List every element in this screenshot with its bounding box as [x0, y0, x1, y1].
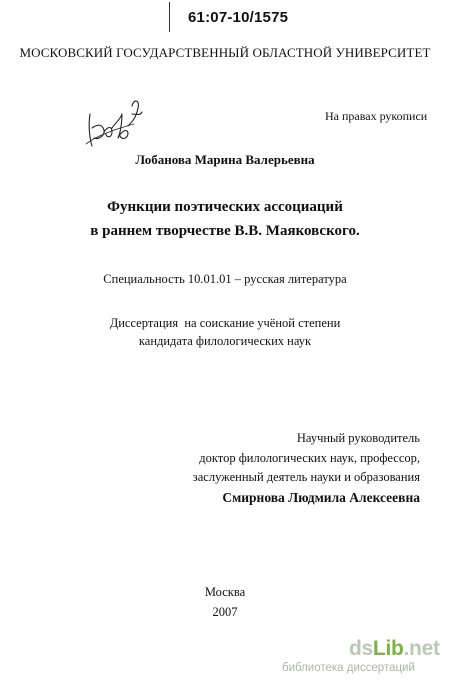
- supervisor-honor: заслуженный деятель науки и образования: [192, 470, 420, 484]
- dissertation-purpose-line-1: Диссертация на соискание учёной степени: [109, 316, 341, 330]
- margin-rule: [169, 2, 170, 32]
- watermark-tagline: библиотека диссертаций: [282, 662, 415, 674]
- watermark-prefix: ds: [349, 637, 373, 660]
- author-name: Лобанова Марина Валерьевна: [135, 152, 315, 167]
- supervisor-name: Смирнова Людмила Алексеевна: [222, 490, 420, 505]
- supervisor-degree: доктор филологических наук, профессор,: [199, 451, 420, 465]
- year: 2007: [212, 605, 238, 619]
- rights-note: На правах рукописи: [325, 109, 428, 123]
- dissertation-purpose-line-2: кандидата филологических наук: [138, 334, 312, 348]
- specialty: Специальность 10.01.01 – русская литература: [103, 272, 347, 286]
- watermark-suffix: .net: [403, 637, 440, 660]
- watermark-logo: [349, 637, 440, 661]
- catalog-stamp: 61:07-10/1575: [188, 9, 289, 26]
- city: Москва: [204, 585, 246, 599]
- thesis-title-line-2: в раннем творчестве В.В. Маяковского.: [90, 223, 360, 239]
- supervisor-role: Научный руководитель: [296, 431, 420, 445]
- watermark-accent: Lib: [372, 637, 404, 660]
- thesis-title-line-1: Функции поэтических ассоциаций: [107, 199, 343, 215]
- university-name: МОСКОВСКИЙ ГОСУДАРСТВЕННЫЙ ОБЛАСТНОЙ УНИВЕРСИТЕТ: [19, 45, 431, 60]
